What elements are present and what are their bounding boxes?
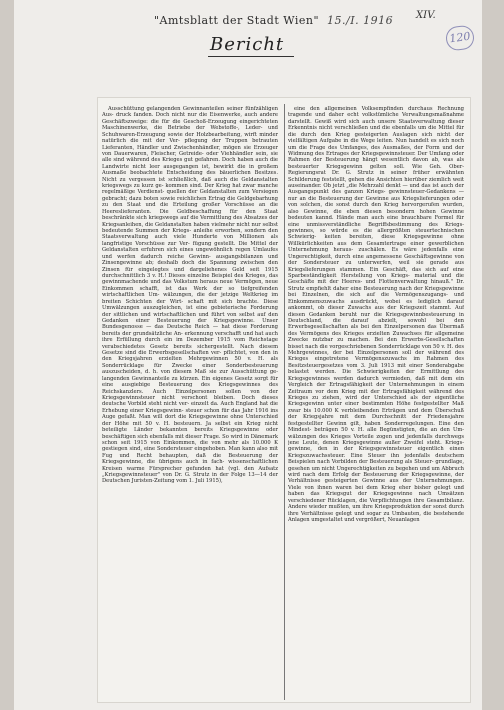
archive-stamp: 120 — [444, 24, 475, 52]
newspaper-clipping — [98, 98, 470, 702]
publication-name: "Amtsblatt der Stadt Wien" — [154, 14, 320, 27]
text-column-right — [288, 106, 464, 698]
column-divider — [284, 104, 285, 700]
text-column-left — [102, 106, 278, 698]
page-title: Bericht — [210, 34, 285, 55]
title-underline — [208, 56, 294, 57]
publication-header — [154, 14, 424, 30]
publication-date: 15./I. 1916 — [327, 14, 394, 27]
column-text: eine den allgemeinen Volksempfinden durchaus Rechnung tragende und daher echt volkstümliche Verwaltungsmaßnahme darstellt. Gewiß wird sich auch unsere Staatsverwaltung dieser Erkenntnis nicht verschließen und die ebenfalls um die Mittel für die durch den Krieg gesteigerten Auslagen sich nicht der vielfältigen Aufgabe in die Wege leiten. Nun handelt es sich noch um die Frage des Umfanges, des Ausmaßes, der Form und der Widmung des Ertrages der Kriegsgewinnsteuer. Der Umfang oder Rahmen der Besteuerung hängt wesentlich davon ab, was als besteuerter Kriegsgewinn gelten soll. Wie Geh. Ober-Regierungsrat Dr. G. Strutz in seiner früher erwähnten Schilderung feststellt, gehen die Ansichten hierüber ziemlich weit auseinander. Ob jetzt „die Mehrzahl denkt — und das ist auch der Ausgangspunkt des ganzen Kriegs- gewinnsteuer-Gedankens — nur an die Besteuerung der Gewinne aus Kriegslieferungen oder von solchen, die sonst durch den Krieg hervorgerufen wurden, also Gewinne, die eben diesen besondern hohen Gewinne bedeuten kannd. Hände man auch eine brauchbare Formel für eine unmissverständliche Begriffsbestimmung des Kriegs- gewinnes, so würde es die allergrößten steuertechnischen Schwierig- keiten bereiten, diese Kriegsgewinne ohne Willkürlichkeiten aus dem Gesamtertrage einer gewerblichen Unternehmung heraus- zuschälen. Es wäre jedenfalls eine Ungerechtigkeit, durch eine angemessene Geschäftsgewinne von der Sondersteuer zu unterwerfen, weil sie gerade aus Kriegslieferungen stammen. Ein Geschäft, das sich auf eine Sparbeständigkeit Herstellung von Kriegs- material und die Geschäfte mit der Heeres- und Flottenverwaltung hinauß." Dr. Strutz empfiehlt daher eine Besteuerung nach der Kriegsgewinne bei Einzelnen, die sich auf die Vermögenszugangs- und Einkommenszuwachs ausdrückt, wobei es lediglich darauf ankommt, ob dieser Zuwachs aus der Kriegszeit stammt. Auf diesen Gedanken beruht nur die Kriegsgewinnbesteuerung in Deutschland, die darauf abzielt, sowohl bei den Erwerbsgesellschaften als bei den Einzelpersonen das Übermaß des Vermögens des Krieges erzielten Zuwachses für allgemeine Zwecke nutzbar zu machen. Bei den Erwerbs-Gesellschaften bisset nach die vorgeschriebenen Sonderrücklage von 50 v. H. des Mehrgewinnes, der bei Einzelpersonen soll der während des Krieges eingetretene Vermögenszuwachs im Rahmen des Besitzsteuergesetzes vom 3. Juli 1913 mit einer Sonderabgabe belastet werden. Die Schwierigkeiten der Ermittlung des Kriegsgewinnes werden dadurch vermieden, daß mit dem ein Vergleich der Ertragsfähigkeit der Unternehmungen in einem Zeitraum vor dem Krieg mit der Ertragsfähigkeit während des Krieges zu ziehen, wird der Unterschied als der eigentliche Kriegsgewinn unter einer bestimmten Höhe festgestellter Maß zwar bis 10.000 K verbleibenden Erträgen und dem Überschuß der Kriegsjahre mit dem Durchschnitt der Friedensjahre festgestellter Gewinn gilt, haben Sonderregelungen. Eine den Mindest- beträgen 50 v. H. alle Begünstigten, die an den Um- wälzungen des Krieges Vorteile zogen und jedenfalls durchwegs jene Leute, denen Kriegsgewinne außer Zweifel steht. Kriegs- gewinne, den in der Kriegsgewinnsteuer eigentlich einen Kriegszuwachssteuer. Eine Steuer ihn jedenfalls deutschem Beispielen nach Vorbilden der Besteuerung als Steuer- grundlage, gesehen um nicht Ungerechtigkeiten zu begehen und um Abbruch wird nach dem Erfolg der Besteuerung der Kriegsgewinne, der Verhältnisse gesteigerten Gewinne aus der Unternehmungen. Viele von ihnen waren bei dem Krieg eher bisher gelegt und haben das Kriegsgut der Kriegsgewinne nach Umsätzen verschiedener Rücklagen, die Verpflichtungen ihre Gesamtbilanz. Andere wieder mußten, um ihre Kriegsproduktion der sonst durch ihre Verhältnisse gelegt und sogar zu Umbauten, die bestehende Anlagen umgestaltet und vergrößert, Neuanlagen — [288, 106, 464, 523]
column-text: Ausschüttung gelangenden Gewinnanteilen seiner fünfzähligen Aus- druck fanden. Doch nicht nur die Eisenwerke, auch andere Geschäftszweige: die für die Geschoß-Erzeugung eingerichteten Maschinenwerke, die Betriebe der Webstoffe-, Leder- und Schuhwaren-Erzeugung sowie der Holzbearbeitung, wirft minder natürlich die mit der Ver- pflegung der Truppen betrauten Lieferanten, Händler und Zwischenhändler, mögen sie Erzeuger von Dauerwaren, Fleischer, Getreide- oder Viehhändler sein, sie alle sind während des Krieges gut gefahren. Doch haben auch die Landwirte nicht leer ausgegangen ist, bewirkt die in großem Ausmaße beobachtete Entscheidung des bäuerlichen Besitzes. Nicht zu vergessen ist schließlich, daß auch die Geldanstalten kriegswegs zu kurz ge- kommen sind. Der Krieg hat zwar manche regelmäßige Verdienst- quellen der Geldanstalten zum Versiegen gebracht; dazu boten sowie reichlichen Ertrag die Geldgebarhung zu den Staat und die Erteilung großer Vorschüsse an die Heereslieferanten. Die Geldbeschaffung für den Staat beschränkte sich kriegswegs auf die Vermittlung des Absatzes der Kriegsanleihen, die Geldanstalten haben vielmehr nicht nur selbst bedeutende Summen der Kriegs- anleihe erworben, sondern den Staatsverwaltung auch viele Hunderte von Millionen als langfristige Vorschüsse zur Ver- fügung gestellt. Die Mittel der Geldanstalten erfuhren sich eines ungewöhnlich regen Umlaufes und werfen dadurch reiche Gewinn- ausgangsbilanzen und Zinsengewinne ab; deshalb doch die Spannung zwischen den Zinsen für eingelegtes und dargeliehenes Geld seit 1915 durchschnittlich 3 v. H.! Dieses einzelne Beispiel des Krieges, das gewinnmachende und das Volkstum heraus neue Vermögen, neue Einkommen schafft, ist das Werk der so tiefgreifenden wirtschaftlichen Um- wälzungen, die der jetzige Weltkrieg im breiten Schichten der Wirt- schaft mit sich brachte. Diese Umwälzungen auszugleichen, ist eine gebieterische Forderung der sittlichen und wirtschaftlichen und führt von selbst auf den Gedanken einer Besteuerung der Kriegsgewinne. Unser Bundesgenosse — das Deutsche Reich — hat diese Forderung bereits der grundsätzliche An- erkennung verschafft und hat auch ihre Erfüllung durch ein im Dezember 1915 vom Reichstage verabschiedetes Gesetz bereits sichergestellt. Nach diesem Gesetze sind die Erwerbsgesellschaften ver- pflichtet, von den in den Kriegsjahren erzielten Mehrgewinnen 50 v. H. als Sonderrücklage für Zwecke einer Sonderbesteuerung auszuscheiden, d. h. von diesem Maß sie zur Ausschüttung ge- langenden Gewinnanteile zu kürzen. Ein eigenes Gesetz sorgt für eine ausgiebige Besteuerung des Kriegsgewinnes des Reichskanzlers. Auch Einzelpersonen sollen von der Kriegsgewinnsteuer nicht verschont bleiben. Doch dieses deutsche Vorbild steht nicht ver- einzelt da. Auch England hat die Erhebung einer Kriegsgewinn- steuer schon für das Jahr 1916 ins Auge gefaßt. Man will dort die Kriegsgewinne ohne Unterschied der Höhe mit 50 v. H. besteuern. Ja selbst ein Krieg nicht beteiligte Länder bekannten bereits Kriegsgewinne oder beschäftigen sich ebenfalls mit dieser Frage. So wird in Dänemark schon seit 1915 von Einkommen, die von mehr als 10.000 K gestiegen sind, eine Sondersteuer eingehoben. Man kann also mit Fug und Recht behaupten, daß die Besteuerung der Kriegsgewinne, die übrigens auch in fach- wissenschaftlichen Kreisen warme Fürsprecher gefunden hat (vgl. den Aufsatz „Kriegsgewinnsteuer" von Dr. G. Strutz in der Folge 13—14 der Deutschen Juristen-Zeitung vom 1. Juli 1915), — [102, 106, 278, 485]
page-number: XIV. — [416, 10, 436, 21]
